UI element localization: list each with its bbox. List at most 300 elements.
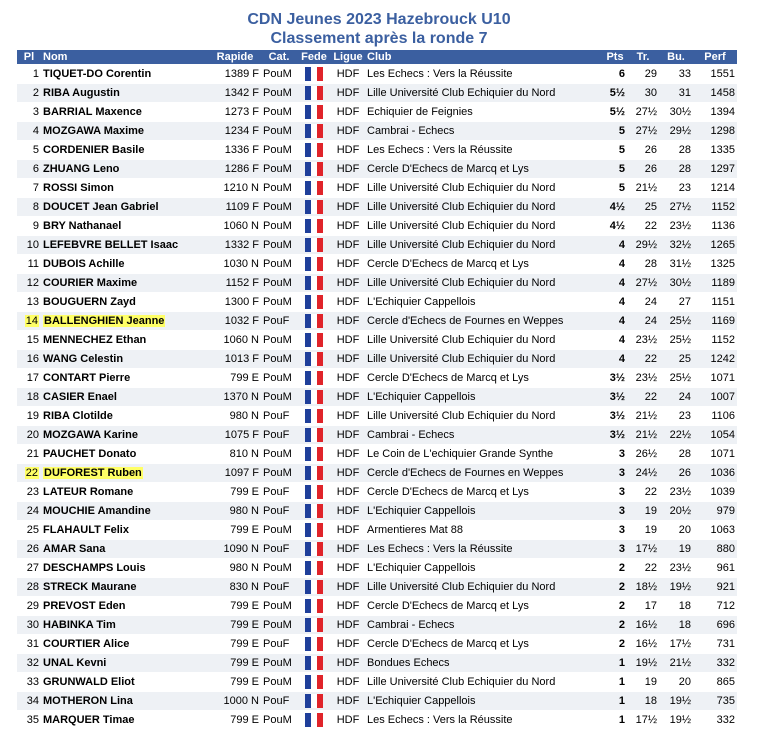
cell-place: 29: [17, 597, 41, 615]
cell-player-name[interactable]: MOZGAWA Maxime: [41, 122, 209, 140]
table-row: [17, 312, 737, 330]
france-flag-icon: [305, 162, 323, 176]
cell-points: 5: [603, 179, 627, 197]
cell-points: 1: [603, 692, 627, 710]
cell-tiebreak-tr: 22: [627, 559, 659, 577]
cell-federation: [297, 559, 331, 577]
cell-category: PouM: [261, 654, 297, 672]
cell-rating: 1030 N: [209, 255, 261, 273]
cell-category: PouM: [261, 369, 297, 387]
cell-rating: 980 N: [209, 559, 261, 577]
cell-rating: 1332 F: [209, 236, 261, 254]
cell-player-name[interactable]: PREVOST Eden: [41, 597, 209, 615]
cell-performance: 1063: [693, 521, 737, 539]
cell-player-name[interactable]: HABINKA Tim: [41, 616, 209, 634]
cell-tiebreak-tr: 17: [627, 597, 659, 615]
cell-performance: 731: [693, 635, 737, 653]
cell-player-name[interactable]: MOUCHIE Amandine: [41, 502, 209, 520]
cell-league: HDF: [331, 426, 365, 444]
table-row: [17, 654, 737, 672]
cell-points: 5½: [603, 103, 627, 121]
cell-player-name[interactable]: AMAR Sana: [41, 540, 209, 558]
table-row: [17, 635, 737, 653]
cell-rating: 1060 N: [209, 331, 261, 349]
cell-category: PouM: [261, 464, 297, 482]
cell-tiebreak-tr: 30: [627, 84, 659, 102]
cell-tiebreak-tr: 22: [627, 483, 659, 501]
cell-category: PouF: [261, 692, 297, 710]
france-flag-icon: [305, 67, 323, 81]
cell-tiebreak-bu: 25½: [659, 369, 693, 387]
cell-player-name[interactable]: COURIER Maxime: [41, 274, 209, 292]
cell-player-name[interactable]: CASIER Enael: [41, 388, 209, 406]
cell-player-name[interactable]: GRUNWALD Eliot: [41, 673, 209, 691]
cell-points: 3: [603, 464, 627, 482]
cell-category: PouM: [261, 179, 297, 197]
cell-category: PouM: [261, 350, 297, 368]
cell-league: HDF: [331, 236, 365, 254]
cell-tiebreak-bu: 31½: [659, 255, 693, 273]
cell-federation: [297, 369, 331, 387]
cell-tiebreak-tr: 29½: [627, 236, 659, 254]
cell-performance: 961: [693, 559, 737, 577]
cell-federation: [297, 350, 331, 368]
cell-club: Lille Université Club Echiquier du Nord: [365, 331, 603, 349]
col-header-ligue[interactable]: Ligue: [331, 50, 365, 64]
cell-tiebreak-tr: 22: [627, 388, 659, 406]
cell-points: 5: [603, 122, 627, 140]
cell-category: PouM: [261, 217, 297, 235]
cell-federation: [297, 198, 331, 216]
cell-federation: [297, 122, 331, 140]
cell-club: Cercle d'Echecs de Fournes en Weppes: [365, 312, 603, 330]
cell-tiebreak-tr: 23½: [627, 369, 659, 387]
france-flag-icon: [305, 314, 323, 328]
cell-tiebreak-tr: 19: [627, 502, 659, 520]
table-row: [17, 559, 737, 577]
cell-tiebreak-tr: 24: [627, 312, 659, 330]
cell-place: 25: [17, 521, 41, 539]
cell-player-name[interactable]: WANG Celestin: [41, 350, 209, 368]
table-row: [17, 540, 737, 558]
cell-performance: 921: [693, 578, 737, 596]
cell-club: Lille Université Club Echiquier du Nord: [365, 578, 603, 596]
cell-player-name[interactable]: ZHUANG Leno: [41, 160, 209, 178]
page-title: [0, 0, 758, 48]
cell-place: 16: [17, 350, 41, 368]
cell-performance: 1071: [693, 445, 737, 463]
cell-rating: 1152 F: [209, 274, 261, 292]
cell-tiebreak-bu: 23½: [659, 217, 693, 235]
cell-tiebreak-tr: 16½: [627, 616, 659, 634]
france-flag-icon: [305, 580, 323, 594]
cell-tiebreak-tr: 26: [627, 141, 659, 159]
cell-rating: 1286 F: [209, 160, 261, 178]
table-row: [17, 350, 737, 368]
france-flag-icon: [305, 656, 323, 670]
cell-points: 3: [603, 445, 627, 463]
cell-tiebreak-bu: 27½: [659, 198, 693, 216]
cell-player-name[interactable]: RIBA Augustin: [41, 84, 209, 102]
cell-league: HDF: [331, 407, 365, 425]
col-header-pl[interactable]: Pl: [17, 50, 41, 64]
cell-performance: 332: [693, 654, 737, 672]
cell-player-name[interactable]: BRY Nathanael: [41, 217, 209, 235]
cell-performance: 1214: [693, 179, 737, 197]
cell-club: Cercle D'Echecs de Marcq et Lys: [365, 369, 603, 387]
cell-player-name[interactable]: MOZGAWA Karine: [41, 426, 209, 444]
cell-federation: [297, 84, 331, 102]
cell-place: 5: [17, 141, 41, 159]
cell-player-name[interactable]: PAUCHET Donato: [41, 445, 209, 463]
cell-performance: 735: [693, 692, 737, 710]
cell-category: PouM: [261, 711, 297, 729]
cell-league: HDF: [331, 521, 365, 539]
cell-place: 12: [17, 274, 41, 292]
cell-federation: [297, 540, 331, 558]
table-row: [17, 711, 737, 729]
cell-club: Cercle d'Echecs de Fournes en Weppes: [365, 464, 603, 482]
cell-federation: [297, 293, 331, 311]
cell-rating: 1370 N: [209, 388, 261, 406]
col-header-bu[interactable]: Bu.: [659, 50, 693, 64]
table-row: [17, 198, 737, 216]
cell-player-name[interactable]: [41, 312, 209, 330]
cell-rating: 810 N: [209, 445, 261, 463]
cell-points: 4: [603, 255, 627, 273]
col-header-pts[interactable]: Pts: [603, 50, 627, 64]
cell-tiebreak-bu: 22½: [659, 426, 693, 444]
cell-category: PouM: [261, 388, 297, 406]
cell-place: 4: [17, 122, 41, 140]
cell-federation: [297, 578, 331, 596]
cell-performance: 1007: [693, 388, 737, 406]
cell-rating: 799 E: [209, 673, 261, 691]
cell-points: 2: [603, 635, 627, 653]
cell-player-name[interactable]: DOUCET Jean Gabriel: [41, 198, 209, 216]
cell-rating: 1060 N: [209, 217, 261, 235]
cell-performance: 979: [693, 502, 737, 520]
cell-federation: [297, 312, 331, 330]
cell-category: PouM: [261, 597, 297, 615]
table-row: [17, 236, 737, 254]
cell-player-name[interactable]: MENNECHEZ Ethan: [41, 331, 209, 349]
table-row: [17, 521, 737, 539]
cell-tiebreak-bu: 28: [659, 445, 693, 463]
cell-category: PouM: [261, 65, 297, 83]
cell-player-name[interactable]: STRECK Maurane: [41, 578, 209, 596]
cell-performance: 1054: [693, 426, 737, 444]
cell-points: 4: [603, 274, 627, 292]
cell-points: 2: [603, 597, 627, 615]
cell-place: 32: [17, 654, 41, 672]
cell-rating: 830 N: [209, 578, 261, 596]
table-row: [17, 160, 737, 178]
cell-tiebreak-bu: 19½: [659, 578, 693, 596]
cell-federation: [297, 711, 331, 729]
cell-club: Le Coin de L'echiquier Grande Synthe: [365, 445, 603, 463]
cell-club: Cercle D'Echecs de Marcq et Lys: [365, 597, 603, 615]
col-header-fede[interactable]: Fede: [297, 50, 331, 64]
cell-category: PouM: [261, 236, 297, 254]
france-flag-icon: [305, 409, 323, 423]
cell-club: Lille Université Club Echiquier du Nord: [365, 198, 603, 216]
table-row: [17, 578, 737, 596]
cell-place: 15: [17, 331, 41, 349]
cell-player-name[interactable]: MARQUER Timae: [41, 711, 209, 729]
cell-tiebreak-bu: 20: [659, 673, 693, 691]
cell-player-name[interactable]: [41, 464, 209, 482]
france-flag-icon: [305, 390, 323, 404]
table-row: [17, 274, 737, 292]
cell-category: PouM: [261, 160, 297, 178]
cell-club: Echiquier de Feignies: [365, 103, 603, 121]
cell-club: Cambrai - Echecs: [365, 122, 603, 140]
cell-points: 3: [603, 483, 627, 501]
table-row: [17, 616, 737, 634]
cell-place: 2: [17, 84, 41, 102]
cell-performance: 1152: [693, 198, 737, 216]
cell-points: 4: [603, 293, 627, 311]
cell-federation: [297, 65, 331, 83]
cell-federation: [297, 673, 331, 691]
cell-place: 24: [17, 502, 41, 520]
cell-rating: 1032 F: [209, 312, 261, 330]
cell-club: Lille Université Club Echiquier du Nord: [365, 217, 603, 235]
col-header-rapide[interactable]: Rapide: [209, 50, 261, 64]
cell-tiebreak-tr: 26: [627, 160, 659, 178]
cell-rating: 980 N: [209, 407, 261, 425]
cell-tiebreak-tr: 21½: [627, 426, 659, 444]
cell-league: HDF: [331, 445, 365, 463]
table-row: [17, 445, 737, 463]
cell-league: HDF: [331, 198, 365, 216]
cell-player-name[interactable]: CORDENIER Basile: [41, 141, 209, 159]
cell-league: HDF: [331, 388, 365, 406]
france-flag-icon: [305, 105, 323, 119]
col-header-perf[interactable]: Perf: [693, 50, 737, 64]
cell-league: HDF: [331, 483, 365, 501]
cell-tiebreak-bu: 28: [659, 141, 693, 159]
cell-tiebreak-bu: 19: [659, 540, 693, 558]
cell-tiebreak-bu: 18: [659, 616, 693, 634]
cell-tiebreak-bu: 33: [659, 65, 693, 83]
cell-points: 1: [603, 673, 627, 691]
cell-tiebreak-bu: 23: [659, 179, 693, 197]
cell-tiebreak-bu: 23½: [659, 483, 693, 501]
cell-points: 1: [603, 654, 627, 672]
cell-club: Cercle D'Echecs de Marcq et Lys: [365, 483, 603, 501]
cell-league: HDF: [331, 540, 365, 558]
cell-club: L'Echiquier Cappellois: [365, 692, 603, 710]
cell-category: PouM: [261, 445, 297, 463]
cell-club: Armentieres Mat 88: [365, 521, 603, 539]
cell-performance: 332: [693, 711, 737, 729]
cell-category: PouM: [261, 673, 297, 691]
cell-federation: [297, 616, 331, 634]
cell-points: 3½: [603, 426, 627, 444]
cell-place: 31: [17, 635, 41, 653]
cell-tiebreak-bu: 21½: [659, 654, 693, 672]
cell-rating: 1336 F: [209, 141, 261, 159]
france-flag-icon: [305, 352, 323, 366]
cell-tiebreak-bu: 19½: [659, 711, 693, 729]
cell-points: 4½: [603, 198, 627, 216]
cell-category: PouM: [261, 616, 297, 634]
table-row: [17, 217, 737, 235]
cell-club: L'Echiquier Cappellois: [365, 293, 603, 311]
cell-points: 5: [603, 141, 627, 159]
cell-club: Cambrai - Echecs: [365, 616, 603, 634]
france-flag-icon: [305, 219, 323, 233]
cell-rating: 1389 F: [209, 65, 261, 83]
france-flag-icon: [305, 599, 323, 613]
table-row: [17, 179, 737, 197]
france-flag-icon: [305, 276, 323, 290]
table-row: [17, 293, 737, 311]
table-row: [17, 464, 737, 482]
cell-place: 11: [17, 255, 41, 273]
france-flag-icon: [305, 561, 323, 575]
cell-place: 20: [17, 426, 41, 444]
cell-performance: 1265: [693, 236, 737, 254]
col-header-cat[interactable]: Cat.: [261, 50, 297, 64]
table-row: [17, 84, 737, 102]
cell-rating: 799 E: [209, 521, 261, 539]
cell-federation: [297, 521, 331, 539]
cell-place: 10: [17, 236, 41, 254]
cell-league: HDF: [331, 312, 365, 330]
cell-tiebreak-bu: 31: [659, 84, 693, 102]
cell-player-name[interactable]: BARRIAL Maxence: [41, 103, 209, 121]
cell-club: L'Echiquier Cappellois: [365, 388, 603, 406]
cell-tiebreak-bu: 17½: [659, 635, 693, 653]
cell-league: HDF: [331, 255, 365, 273]
cell-performance: 1242: [693, 350, 737, 368]
cell-league: HDF: [331, 179, 365, 197]
cell-points: 3: [603, 502, 627, 520]
france-flag-icon: [305, 523, 323, 537]
cell-tiebreak-bu: 23: [659, 407, 693, 425]
cell-player-name[interactable]: BOUGUERN Zayd: [41, 293, 209, 311]
cell-category: PouF: [261, 578, 297, 596]
cell-player-name[interactable]: LATEUR Romane: [41, 483, 209, 501]
cell-tiebreak-bu: 30½: [659, 274, 693, 292]
cell-points: 3½: [603, 407, 627, 425]
table-body: [17, 65, 737, 729]
cell-place: 3: [17, 103, 41, 121]
cell-league: HDF: [331, 350, 365, 368]
cell-category: PouF: [261, 426, 297, 444]
france-flag-icon: [305, 200, 323, 214]
standings-table: [17, 49, 737, 730]
cell-points: 3½: [603, 388, 627, 406]
cell-performance: 1151: [693, 293, 737, 311]
cell-league: HDF: [331, 369, 365, 387]
cell-player-name[interactable]: DESCHAMPS Louis: [41, 559, 209, 577]
cell-category: PouM: [261, 198, 297, 216]
cell-club: Cercle D'Echecs de Marcq et Lys: [365, 635, 603, 653]
cell-league: HDF: [331, 692, 365, 710]
cell-tiebreak-tr: 23½: [627, 331, 659, 349]
cell-federation: [297, 654, 331, 672]
cell-tiebreak-bu: 25½: [659, 331, 693, 349]
cell-place: 30: [17, 616, 41, 634]
cell-performance: 1039: [693, 483, 737, 501]
cell-player-name[interactable]: MOTHERON Lina: [41, 692, 209, 710]
cell-federation: [297, 179, 331, 197]
cell-rating: 799 E: [209, 635, 261, 653]
cell-performance: 1106: [693, 407, 737, 425]
cell-player-name[interactable]: UNAL Kevni: [41, 654, 209, 672]
cell-points: 3: [603, 521, 627, 539]
table-row: [17, 597, 737, 615]
cell-tiebreak-bu: 27: [659, 293, 693, 311]
cell-place: 18: [17, 388, 41, 406]
france-flag-icon: [305, 124, 323, 138]
cell-club: Les Echecs : Vers la Réussite: [365, 65, 603, 83]
cell-player-name[interactable]: DUBOIS Achille: [41, 255, 209, 273]
cell-federation: [297, 426, 331, 444]
cell-category: PouF: [261, 407, 297, 425]
cell-federation: [297, 160, 331, 178]
cell-category: PouM: [261, 122, 297, 140]
cell-player-name[interactable]: COURTIER Alice: [41, 635, 209, 653]
cell-category: PouF: [261, 635, 297, 653]
cell-tiebreak-tr: 19½: [627, 654, 659, 672]
cell-federation: [297, 635, 331, 653]
cell-rating: 1342 F: [209, 84, 261, 102]
cell-place-highlight: 22: [25, 467, 38, 479]
cell-place: 26: [17, 540, 41, 558]
cell-category: PouF: [261, 312, 297, 330]
cell-tiebreak-tr: 25: [627, 198, 659, 216]
cell-tiebreak-tr: 21½: [627, 407, 659, 425]
cell-player-name[interactable]: FLAHAULT Felix: [41, 521, 209, 539]
cell-place: 9: [17, 217, 41, 235]
cell-performance: 1152: [693, 331, 737, 349]
cell-rating: 1090 N: [209, 540, 261, 558]
cell-federation: [297, 407, 331, 425]
cell-tiebreak-bu: 24: [659, 388, 693, 406]
cell-league: HDF: [331, 122, 365, 140]
cell-tiebreak-tr: 27½: [627, 103, 659, 121]
cell-federation: [297, 217, 331, 235]
cell-rating: 799 E: [209, 483, 261, 501]
col-header-club[interactable]: Club: [365, 50, 603, 64]
cell-player-name[interactable]: LEFEBVRE BELLET Isaac: [41, 236, 209, 254]
cell-player-name[interactable]: ROSSI Simon: [41, 179, 209, 197]
cell-player-name[interactable]: RIBA Clotilde: [41, 407, 209, 425]
table-row: [17, 692, 737, 710]
cell-club: Lille Université Club Echiquier du Nord: [365, 84, 603, 102]
france-flag-icon: [305, 238, 323, 252]
cell-player-name[interactable]: TIQUET-DO Corentin: [41, 65, 209, 83]
france-flag-icon: [305, 371, 323, 385]
col-header-tr[interactable]: Tr.: [627, 50, 659, 64]
cell-performance: 696: [693, 616, 737, 634]
cell-player-name[interactable]: CONTART Pierre: [41, 369, 209, 387]
cell-player-name-highlight: DUFOREST Ruben: [44, 467, 142, 479]
cell-tiebreak-bu: 20: [659, 521, 693, 539]
col-header-nom[interactable]: Nom: [41, 50, 209, 64]
cell-league: HDF: [331, 331, 365, 349]
cell-tiebreak-bu: 25½: [659, 312, 693, 330]
cell-tiebreak-tr: 27½: [627, 122, 659, 140]
cell-points: 5: [603, 160, 627, 178]
cell-place: 34: [17, 692, 41, 710]
cell-tiebreak-bu: 26: [659, 464, 693, 482]
